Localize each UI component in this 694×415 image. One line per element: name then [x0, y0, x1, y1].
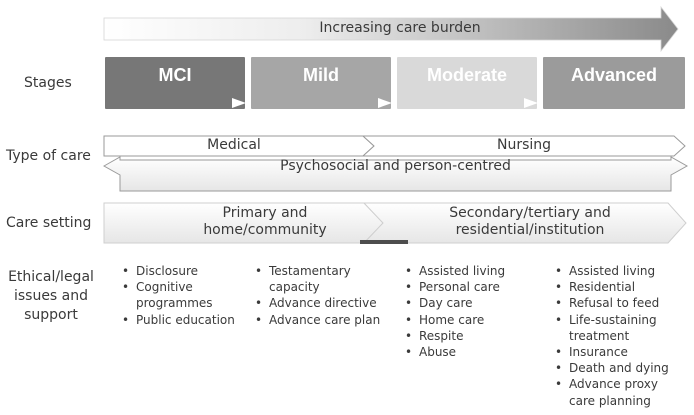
setting-divider-shadow: [360, 240, 408, 244]
list-item: • Testamentary capacity: [255, 263, 385, 295]
stage-moderate-label: Moderate: [426, 64, 507, 85]
primary-setting-line1: Primary and: [222, 205, 308, 221]
ethical-row-label: [6, 268, 96, 325]
list-item: • Assisted living: [405, 263, 535, 279]
list-item: • Public education: [122, 312, 247, 328]
list-item: • Respite: [405, 328, 535, 344]
stage-mci-pointer: [232, 98, 246, 108]
list-item: • Advance care plan: [255, 312, 385, 328]
issues-list-advanced: [555, 263, 683, 409]
list-item: • Advance proxy care planning: [555, 376, 683, 408]
issues-list-moderate: [405, 263, 535, 360]
list-item: • Refusal to feed: [555, 295, 683, 311]
list-item: • Advance directive: [255, 295, 385, 311]
medical-label: Medical: [207, 137, 261, 153]
type-of-care-row-label: Type of care: [6, 148, 91, 164]
care-setting-row-label: Care setting: [6, 215, 92, 231]
secondary-setting-line2: residential/institution: [455, 222, 605, 238]
issues-list-mild: [255, 263, 385, 328]
stage-advanced: [542, 56, 686, 110]
care-burden-label: Increasing care burden: [319, 20, 481, 36]
psychosocial-label: Psychosocial and person-centred: [280, 158, 511, 174]
secondary-setting-line1: Secondary/tertiary and: [449, 205, 611, 221]
stage-mild-pointer: [378, 98, 392, 108]
list-item: • Day care: [405, 295, 535, 311]
stages-row-label: Stages: [24, 75, 72, 91]
primary-setting-label: [160, 205, 370, 239]
issues-list-mci: [122, 263, 247, 328]
stage-mci: [104, 56, 246, 110]
list-item: • Personal care: [405, 279, 535, 295]
stage-moderate-pointer: [524, 98, 538, 108]
ethical-row-label-line1: Ethical/legal: [8, 269, 94, 285]
list-item: • Abuse: [405, 344, 535, 360]
ethical-row-label-line3: support: [24, 307, 78, 323]
list-item: • Disclosure: [122, 263, 247, 279]
list-item: • Life-sustaining treatment: [555, 312, 683, 344]
list-item: • Assisted living: [555, 263, 683, 279]
secondary-setting-label: [390, 205, 670, 239]
stage-mild-label: Mild: [303, 64, 339, 85]
list-item: • Cognitive programmes: [122, 279, 247, 311]
stage-mci-label: MCI: [158, 64, 192, 85]
nursing-label: Nursing: [496, 137, 552, 153]
list-item: • Home care: [405, 312, 535, 328]
list-item: • Insurance: [555, 344, 683, 360]
stage-advanced-label: Advanced: [570, 64, 658, 85]
ethical-row-label-line2: issues and: [13, 288, 89, 304]
primary-setting-line2: home/community: [203, 222, 327, 238]
stage-mild: [250, 56, 392, 110]
list-item: • Death and dying: [555, 360, 683, 376]
stage-moderate: [396, 56, 538, 110]
list-item: • Residential: [555, 279, 683, 295]
